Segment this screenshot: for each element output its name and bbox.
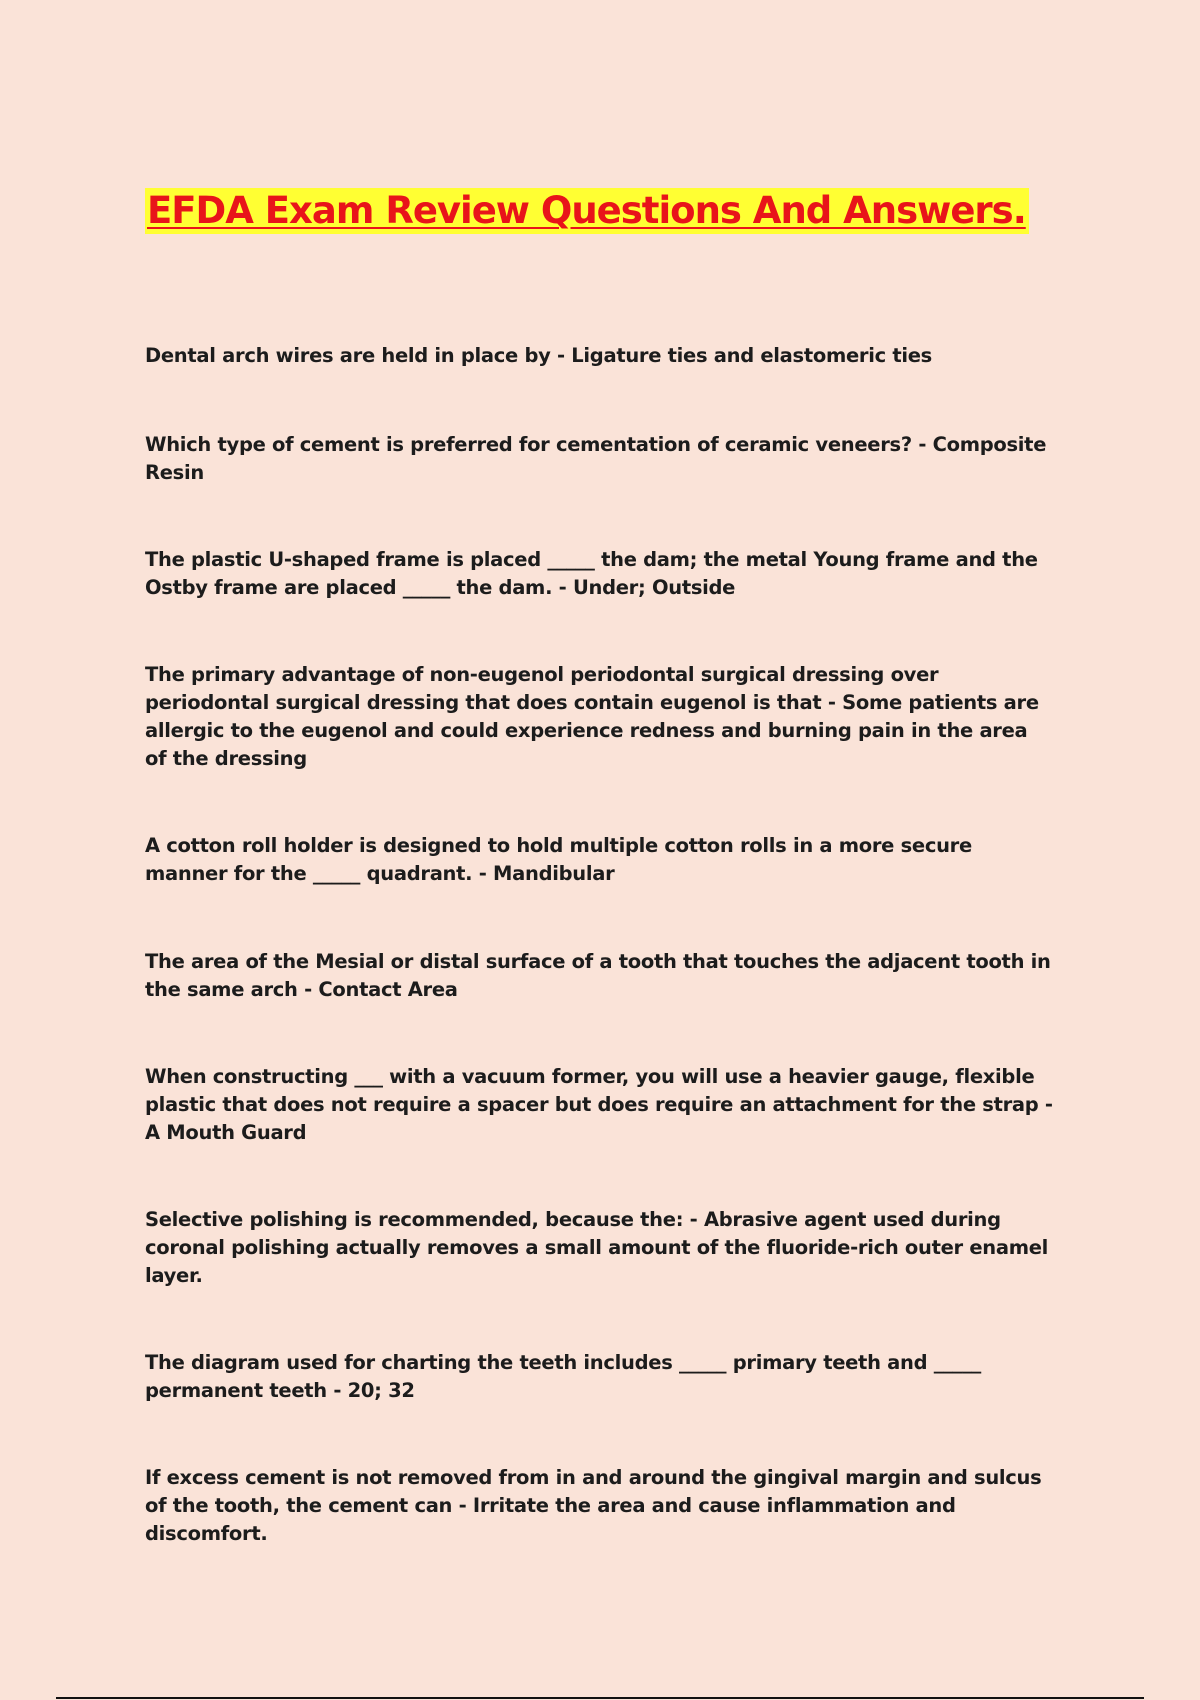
footer-divider [56,1697,1144,1699]
qa-item-7: When constructing ___ with a vacuum former, you will use a heavier gauge, flexible plastic that does not require a spacer but does require an attachment for the strap - A Mouth Guard [145,1065,1053,1144]
qa-item-1: Dental arch wires are held in place by - Ligature ties and elastomeric ties [145,344,932,367]
document-title: EFDA Exam Review Questions And Answers. [145,188,1029,234]
qa-item-10: If excess cement is not removed from in and around the gingival margin and sulcus of the tooth, the cement can - Irritate the area and cause inflammation and discomfort. [145,1466,1042,1545]
qa-item-5: A cotton roll holder is designed to hold multiple cotton rolls in a more secure manner for the _____ quadrant. - Mandibular [145,834,972,885]
qa-item-8: Selective polishing is recommended, because the: - Abrasive agent used during coronal polishing actually removes a small amount of the fluoride-rich outer enamel layer. [145,1208,1049,1287]
qa-item-9: The diagram used for charting the teeth includes _____ primary teeth and _____ permanent teeth - 20; 32 [145,1351,981,1402]
qa-item-3: The plastic U-shaped frame is placed _____ the dam; the metal Young frame and the Ostby frame are placed _____ the dam. - Under; Outside [145,548,1038,599]
qa-item-6: The area of the Mesial or distal surface of a tooth that touches the adjacent tooth in the same arch - Contact Area [145,950,1051,1001]
qa-item-4: The primary advantage of non-eugenol periodontal surgical dressing over periodontal surgical dressing that does contain eugenol is that - Some patients are allergic to the eugenol and could experience redness and burning pain in the area of the dressing [145,663,1039,770]
qa-item-2: Which type of cement is preferred for cementation of ceramic veneers? - Composite Resin [145,433,1047,484]
